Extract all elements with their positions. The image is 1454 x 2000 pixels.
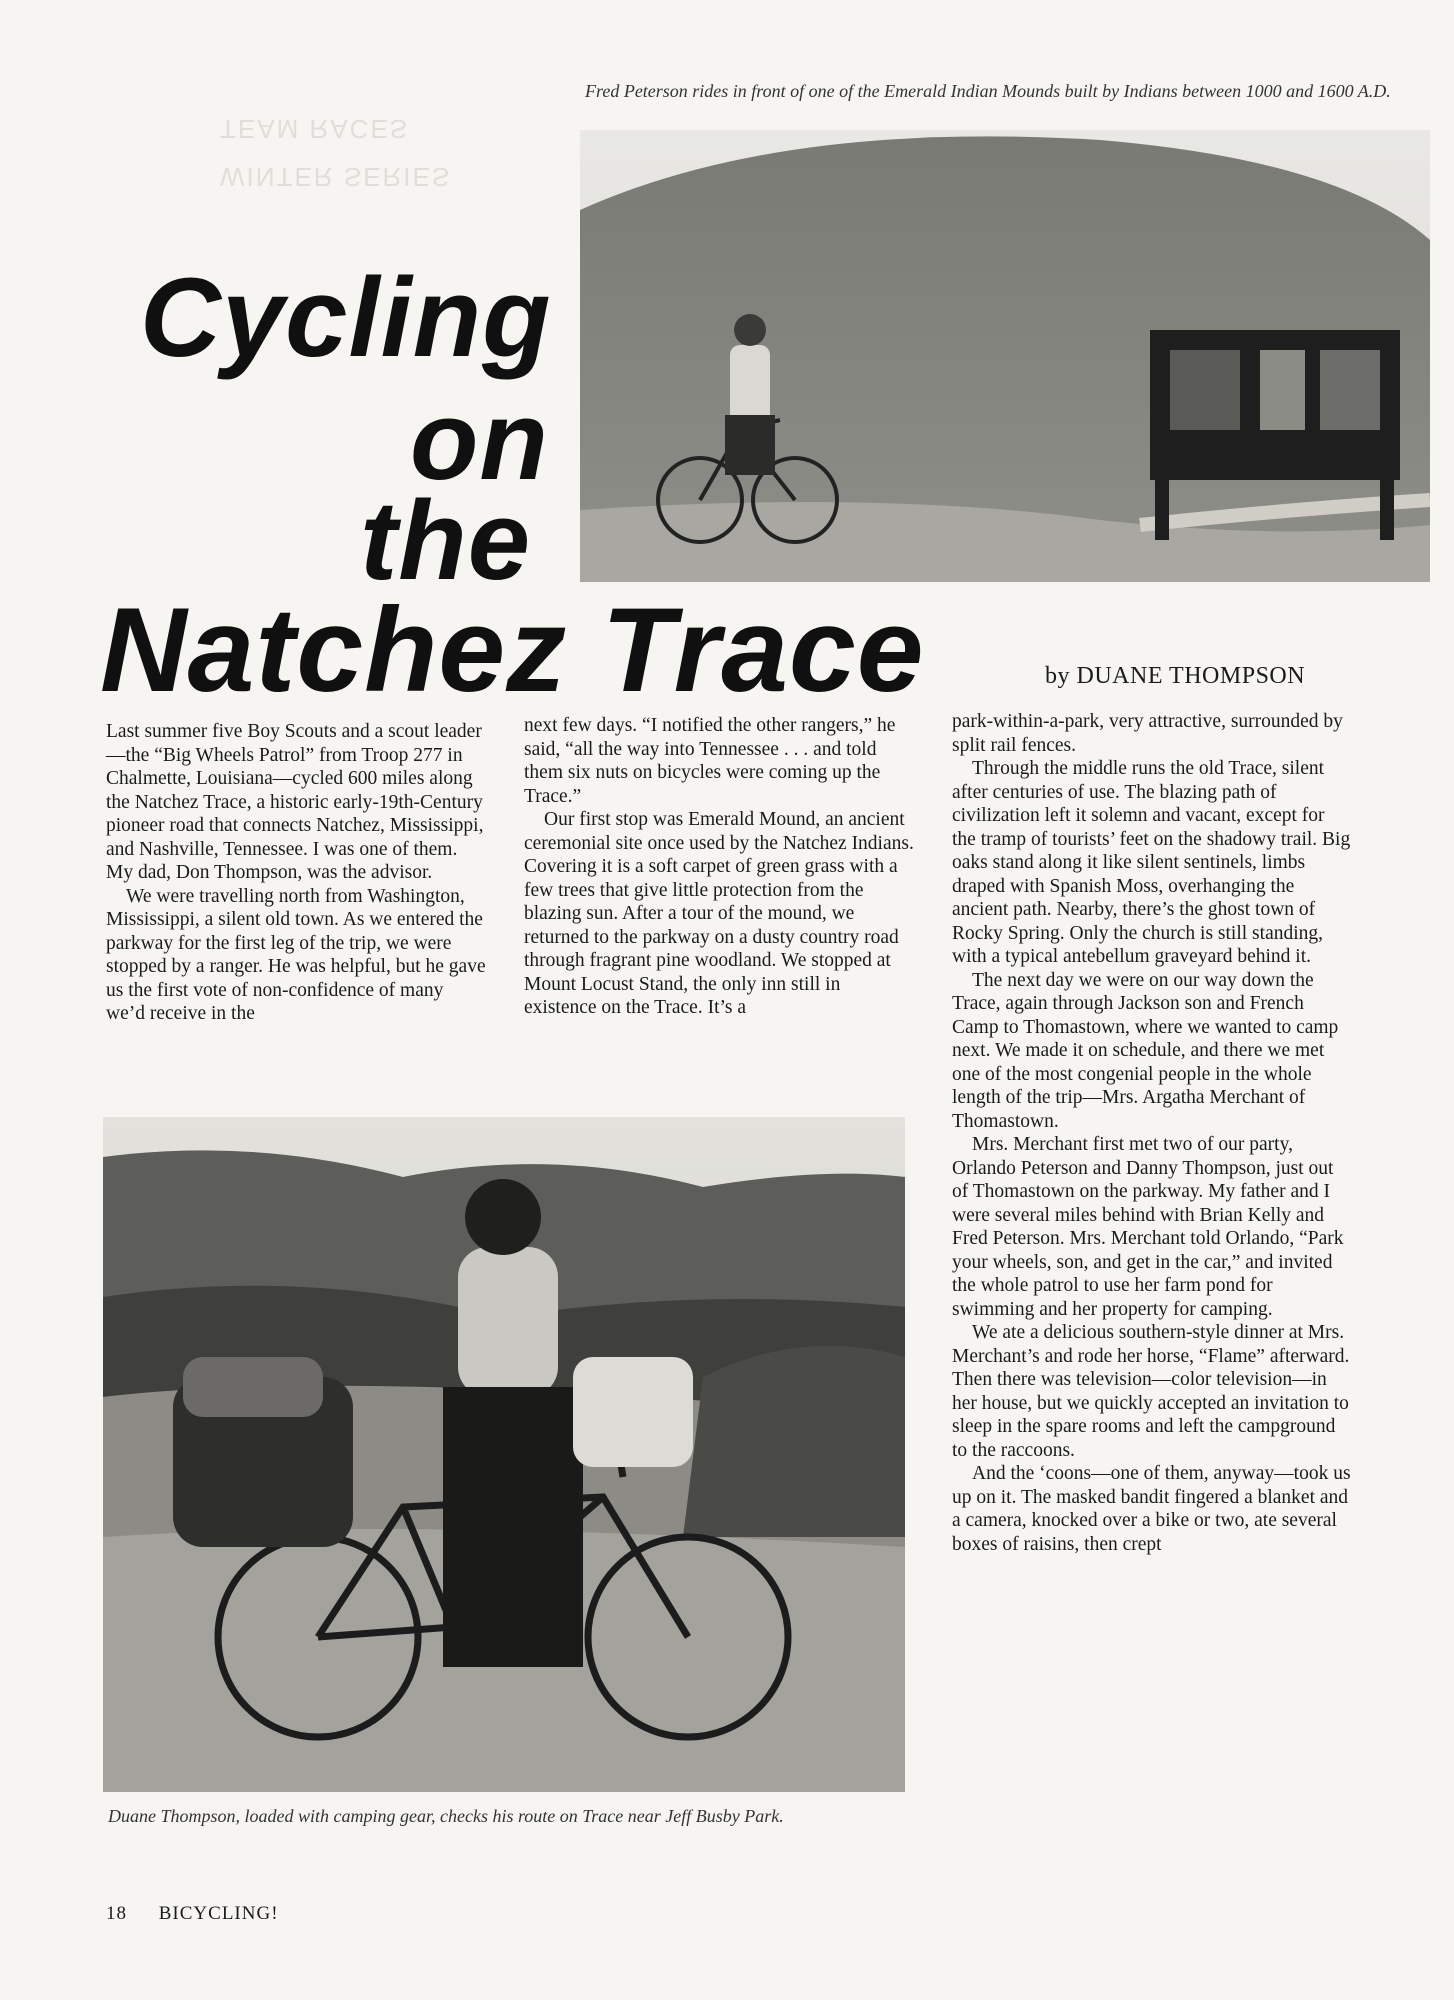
paragraph: Our first stop was Emerald Mound, an ancient ceremonial site once used by the Natchez Indians. Covering it is a soft carpet of green grass with a few trees that give little protection from the blazing sun. After a tour of the mound, we returned to the parkway on a dusty country road through fragrant pine woodland. We stopped at Mount Locust Stand, the only inn still in existence on the Trace. It’s a	[524, 809, 914, 1018]
article-column-2	[524, 714, 914, 1020]
boy-with-bicycle-photo	[103, 1117, 905, 1792]
paragraph: park-within-a-park, very attractive, surrounded by split rail fences.	[952, 711, 1343, 756]
headline-line-3: the	[360, 478, 531, 603]
top-photo-caption: Fred Peterson rides in front of one of the Emerald Indian Mounds built by Indians between 1000 and 1600 A.D.	[585, 81, 1391, 101]
article-column-1	[106, 720, 486, 1026]
page-number: 18	[106, 1903, 127, 1924]
paragraph: And the ‘coons—one of them, anyway—took us up on it. The masked bandit fingered a blanket and a camera, knocked over a bike or two, ate several boxes of raisins, then crept	[952, 1463, 1351, 1555]
bleed-through-text: WINTER SERIES TEAM RACES	[220, 114, 452, 192]
paragraph: next few days. “I notified the other rangers,” he said, “all the way into Tennessee . . . and told them six nuts on bicycles were coming up the Trace.”	[524, 715, 896, 807]
page-footer	[106, 1903, 279, 1925]
paragraph: The next day we were on our way down the Trace, again through Jackson son and French Camp to Thomastown, where we wanted to camp next. We made it on schedule, and there we met one of the most congenial people in the whole length of the trip—Mrs. Argatha Merchant of Thomastown.	[952, 969, 1339, 1132]
magazine-name: BICYCLING!	[158, 1903, 279, 1924]
paragraph: Last summer five Boy Scouts and a scout leader—the “Big Wheels Patrol” from Troop 277 in Chalmette, Louisiana—cycled 600 miles along the Natchez Trace, a historic early-19th-Century pioneer road that connects Natchez, Mississippi, and Nashville, Tennessee. I was one of them. My dad, Don Thompson, was the advisor.	[106, 721, 484, 883]
byline: by DUANE THOMPSON	[1045, 663, 1306, 689]
paragraph: We ate a delicious southern-style dinner at Mrs. Merchant’s and rode her horse, “Flame” afterward. Then there was television—color television—in her house, but we quickly accepted an invitation to sleep in the spare rooms and left the campground to the raccoons.	[952, 1322, 1350, 1461]
headline-line-1: Cycling	[140, 255, 552, 380]
headline-line-4: Natchez Trace	[100, 583, 925, 717]
paragraph: Mrs. Merchant first met two of our party, Orlando Peterson and Danny Thompson, just out of Thomastown on the parkway. My father and I were several miles behind with Brian Kelly and Fred Peterson. Mrs. Merchant told Orlando, “Park your wheels, son, and get in the car,” and invited the whole patrol to use her farm pond for swimming and her property for camping.	[952, 1134, 1344, 1320]
paragraph: We were travelling north from Washington, Mississippi, a silent old town. As we entered the parkway for the first leg of the trip, we were stopped by a ranger. He was helpful, but he gave us the first vote of non-confidence of many we’d receive in the	[106, 885, 486, 1024]
paragraph: Through the middle runs the old Trace, silent after centuries of use. The blazing path of civilization left it solemn and vacant, except for the tramp of tourists’ feet on the shadowy trail. Big oaks stand along it like silent sentinels, limbs draped with Spanish Moss, overhanging the ancient path. Nearby, there’s the ghost town of Rocky Spring. Only the church is still standing, with a typical antebellum graveyard behind it.	[952, 758, 1351, 967]
mound-cyclist-photo	[580, 130, 1430, 582]
article-column-3	[952, 710, 1352, 1556]
headline-line-2: on	[410, 378, 549, 503]
bottom-photo-caption: Duane Thompson, loaded with camping gear, checks his route on Trace near Jeff Busby Park.	[108, 1806, 784, 1826]
